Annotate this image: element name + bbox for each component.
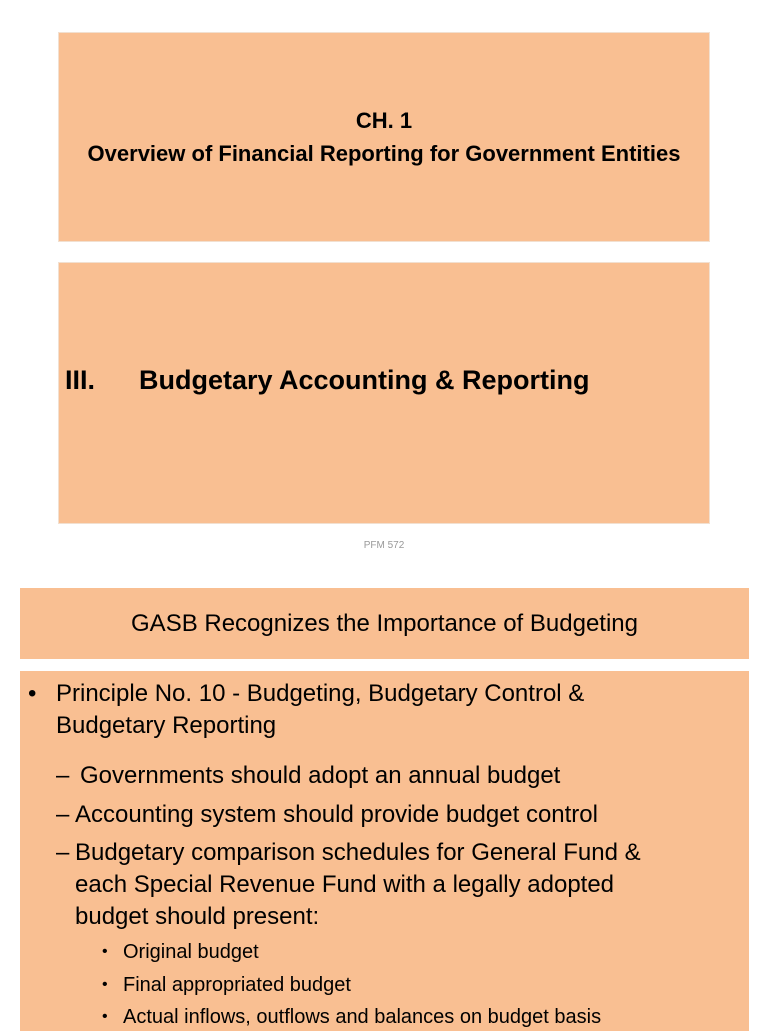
chapter-title: Overview of Financial Reporting for Government Entities [87,141,681,166]
dash-item: Accounting system should provide budget control [75,801,598,828]
principle-line-1: Principle No. 10 - Budgeting, Budgetary Control & [56,680,585,707]
slide-footer: PFM 572 [363,540,405,551]
section-number: III. [65,365,96,395]
sub-item: Final appropriated budget [123,974,351,996]
sub-bullet-icon: • [102,1008,108,1025]
section-title-box [58,262,710,524]
slide-heading-box [20,588,749,659]
sub-item: Original budget [123,941,259,963]
section-title: Budgetary Accounting & Reporting [139,365,590,395]
slide-heading: GASB Recognizes the Importance of Budgeting [131,609,638,637]
dash-icon: – [56,762,70,789]
principle-line-2: Budgetary Reporting [56,712,277,739]
sub-bullet-icon: • [102,943,108,960]
slide-content-box [20,671,749,1031]
sub-item: Actual inflows, outflows and balances on budget basis [123,1006,602,1028]
dash-icon: – [56,801,70,828]
dash-item-line-1: Budgetary comparison schedules for General Fund & [75,839,641,866]
dash-icon: – [56,839,70,866]
dash-item-line-2: each Special Revenue Fund with a legally adopted [75,871,615,898]
chapter-title-box [58,32,710,242]
dash-item: Governments should adopt an annual budget [80,762,561,789]
sub-bullet-icon: • [102,976,108,993]
chapter-label: CH. 1 [355,108,413,133]
bullet-icon: • [28,680,37,707]
dash-item [75,837,740,933]
dash-item-line-3: budget should present: [75,903,320,930]
principle-item [56,678,736,742]
